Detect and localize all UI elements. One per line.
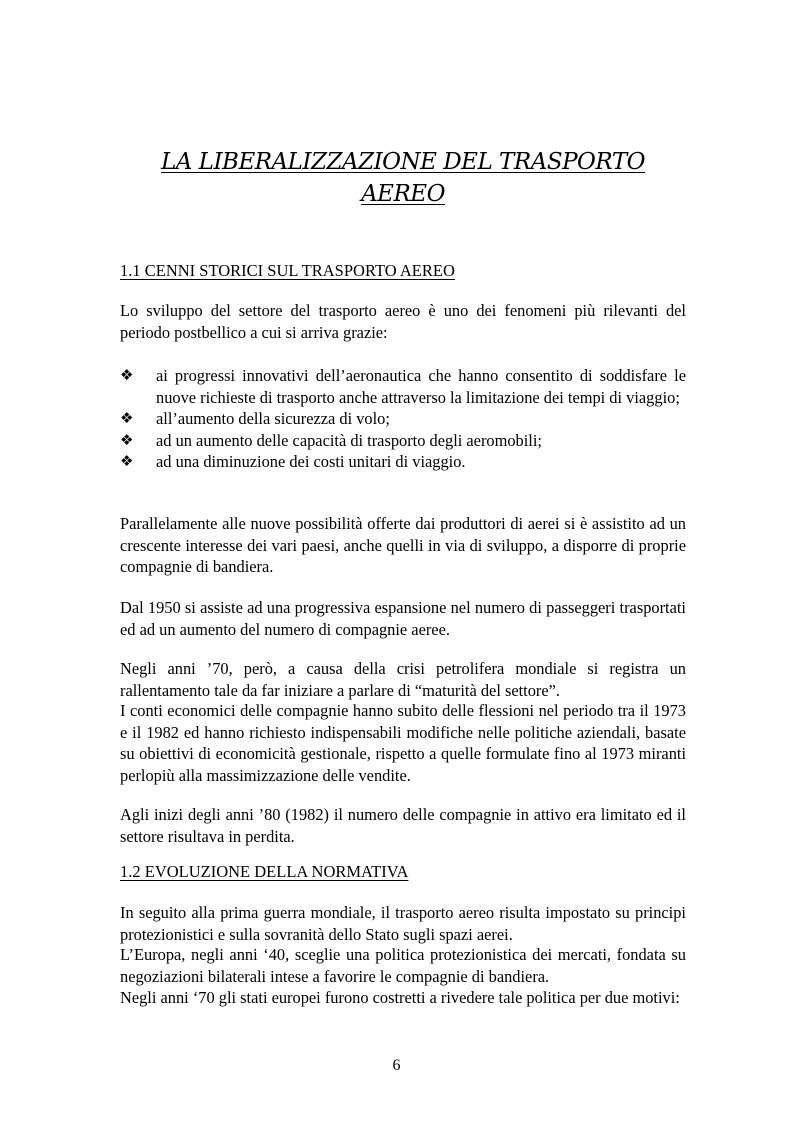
paragraph-conti-economici: I conti economici delle compagnie hanno subito delle flessioni nel periodo tra il 1973 e il 1982 ed hanno richiesto indispensabili modifiche nelle politiche aziendali, basate su obiettivi di economicità gestionale, rispetto a quelle formulate fino al 1973 miranti perlopiù alla massimizzazione delle vendite. xyxy=(120,701,686,785)
list-item-text: ad un aumento delle capacità di trasporto degli aeromobili; xyxy=(156,430,542,450)
chapter-title-line-2: AEREO xyxy=(361,181,445,207)
section-heading-1-1: 1.1 CENNI STORICI SUL TRASPORTO AEREO xyxy=(120,261,455,280)
list-item xyxy=(120,408,686,430)
list-item xyxy=(120,451,686,473)
paragraph-anni-80: Agli inizi degli anni ’80 (1982) il numero delle compagnie in attivo era limitato ed il settore risultava in perdita. xyxy=(120,805,686,846)
paragraph-europa-anni-40: L’Europa, negli anni ‘40, sceglie una politica protezionistica dei mercati, fondata su negoziazioni bilaterali intese a favorire le compagnie di bandiera. xyxy=(120,945,686,986)
four-petal-diamond-icon: ❖ xyxy=(120,452,134,471)
list-item xyxy=(120,365,686,408)
section-heading-1-2: 1.2 EVOLUZIONE DELLA NORMATIVA xyxy=(120,862,409,881)
four-petal-diamond-icon: ❖ xyxy=(120,366,134,384)
list-item-text: all’aumento della sicurezza di volo; xyxy=(156,409,390,429)
paragraph-espansione-1950: Dal 1950 si assiste ad una progressiva espansione nel numero di passeggeri trasportati ed ad un aumento del numero di compagnie aeree. xyxy=(120,598,686,639)
section-1-1-intro: Lo sviluppo del settore del trasporto aereo è uno dei fenomeni più rilevanti del periodo postbellico a cui si arriva grazie: xyxy=(120,301,686,342)
paragraph-crisi-petrolifera: Negli anni ’70, però, a causa della crisi petrolifera mondiale si registra un rallentamento tale da far iniziare a parlare di “maturità del settore”. xyxy=(120,659,686,700)
chapter-title xyxy=(120,146,686,210)
page-number: 6 xyxy=(392,1057,401,1074)
paragraph-anni-70-motivi: Negli anni ‘70 gli stati europei furono costretti a rivedere tale politica per due motivi: xyxy=(120,988,680,1007)
four-petal-diamond-icon: ❖ xyxy=(120,409,134,428)
list-item-text: ad una diminuzione dei costi unitari di viaggio. xyxy=(156,452,466,472)
list-item-text: ai progressi innovativi dell’aeronautica che hanno consentito di soddisfare le nuove richieste di trasporto anche attraverso la limitazione dei tempi di viaggio; xyxy=(156,366,686,407)
paragraph-prima-guerra: In seguito alla prima guerra mondiale, il trasporto aereo risulta impostato su principi protezionistici e sulla sovranità dello Stato sugli spazi aerei. xyxy=(120,903,686,944)
paragraph-compagnie-bandiera: Parallelamente alle nuove possibilità offerte dai produttori di aerei si è assistito ad un crescente interesse dei vari paesi, anche quelli in via di sviluppo, a disporre di proprie compagnie di bandiera. xyxy=(120,514,686,577)
bullet-list xyxy=(120,365,686,473)
four-petal-diamond-icon: ❖ xyxy=(120,430,134,449)
chapter-title-line-1: LA LIBERALIZZAZIONE DEL TRASPORTO xyxy=(160,149,646,175)
list-item xyxy=(120,430,686,452)
